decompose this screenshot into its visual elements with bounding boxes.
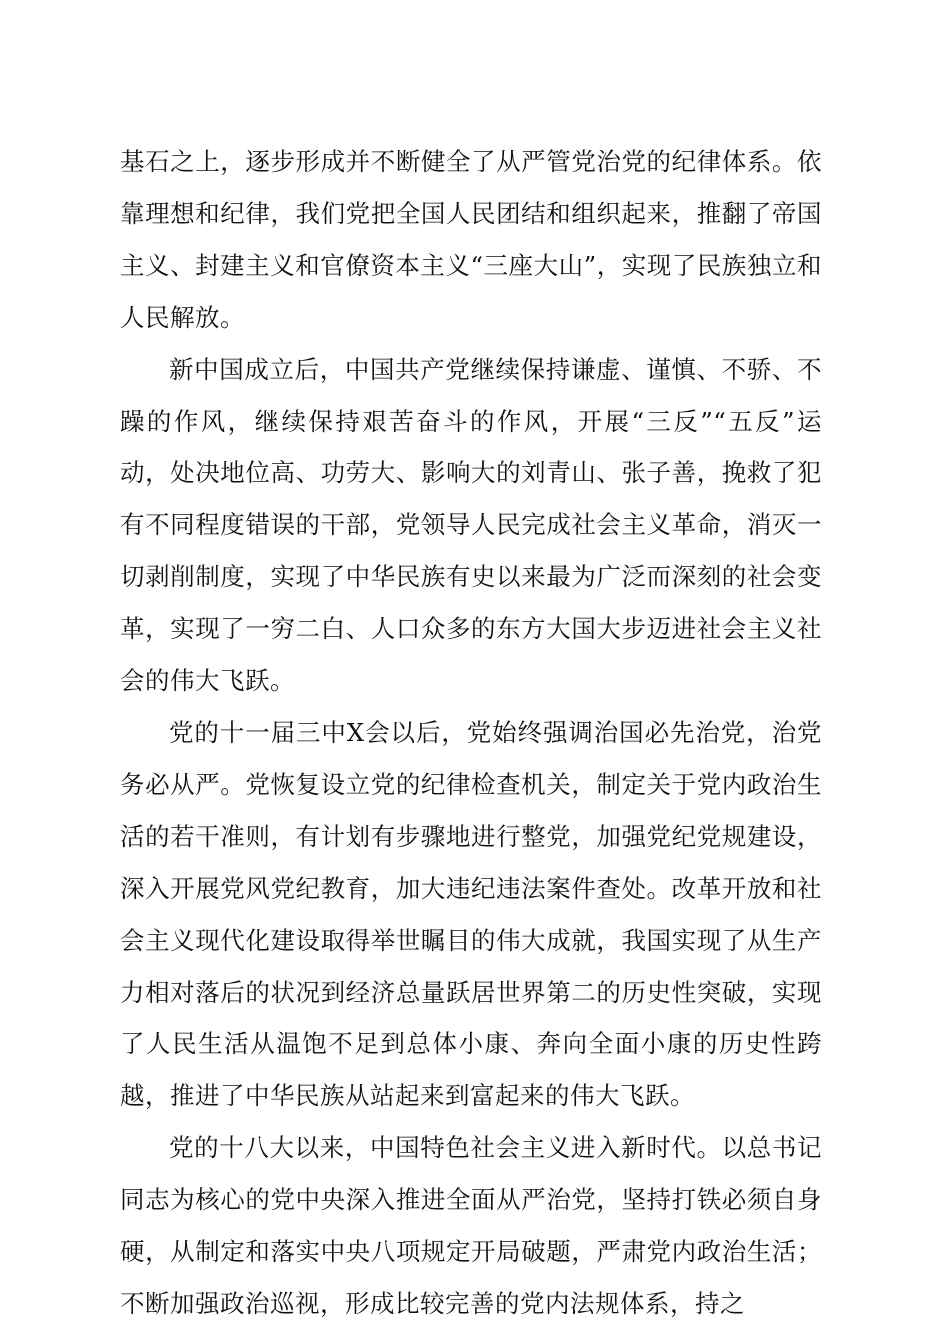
paragraph-continuation: 基石之上，逐步形成并不断健全了从严管党治党的纪律体系。依靠理想和纪律，我们党把全国人民团结和组织起来，推翻了帝国主义、封建主义和官僚资本主义“三座大山”，实现了民族独立和人民解放。 <box>120 147 822 332</box>
paragraph-reform-era: 党的十一届三中X会以后，党始终强调治国必先治党，治党务必从严。党恢复设立党的纪律检查机关，制定关于党内政治生活的若干准则，有计划有步骤地进行整党，加强党纪党规建设，深入开展党风党纪教育，加大违纪违法案件查处。改革开放和社会主义现代化建设取得举世瞩目的伟大成就，我国实现了从生产力相对落后的状况到经济总量跃居世界第二的历史性突破，实现了人民生活从温饱不足到总体小康、奔向全面小康的历史性跨越，推进了中华民族从站起来到富起来的伟大飞跃。 <box>120 717 822 1111</box>
paragraph-new-china: 新中国成立后，中国共产党继续保持谦虚、谨慎、不骄、不躁的作风，继续保持艰苦奋斗的作风，开展“三反”“五反”运动，处决地位高、功劳大、影响大的刘青山、张子善，挽救了犯有不同程度错误的干部，党领导人民完成社会主义革命，消灭一切剥削制度，实现了中华民族有史以来最为广泛而深刻的社会变革，实现了一穷二白、人口众多的东方大国大步迈进社会主义社会的伟大飞跃。 <box>120 354 822 696</box>
paragraph-new-era: 党的十八大以来，中国特色社会主义进入新时代。以总书记同志为核心的党中央深入推进全面从严治党，坚持打铁必须自身硬，从制定和落实中央八项规定开局破题，严肃党内政治生活；不断加强政治巡视，形成比较完善的党内法规体系，持之 <box>120 1133 822 1318</box>
document-body <box>120 136 822 1330</box>
